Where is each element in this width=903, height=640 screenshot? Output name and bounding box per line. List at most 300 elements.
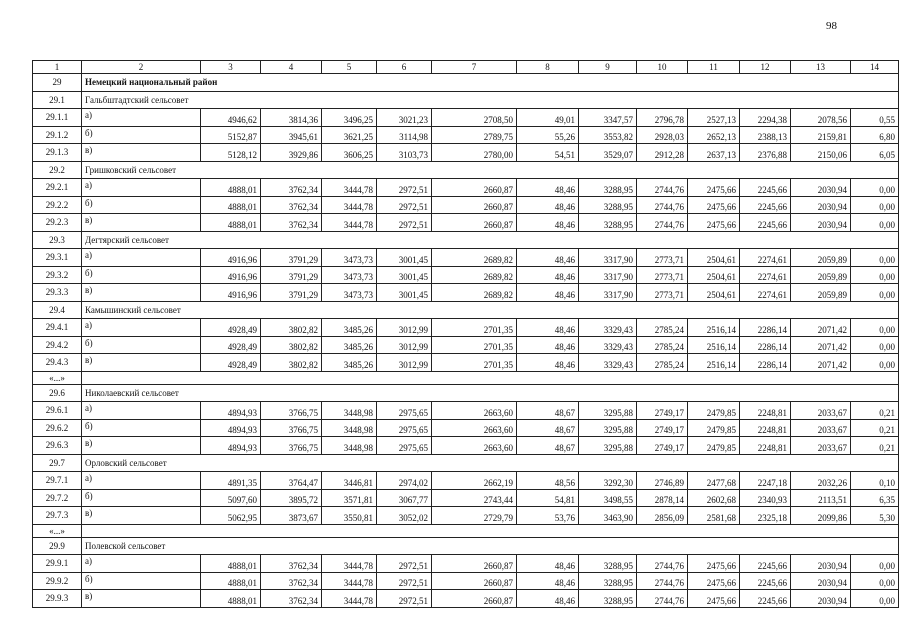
value-cell: 2972,51 bbox=[377, 196, 432, 214]
value-cell: 4916,96 bbox=[201, 266, 261, 284]
group-name: Гришковский сельсовет bbox=[82, 161, 899, 179]
group-name: Николаевский сельсовет bbox=[82, 384, 899, 402]
row-code: 29.2.1 bbox=[33, 179, 82, 197]
value-cell: 3012,99 bbox=[377, 319, 432, 337]
value-cell: 2071,42 bbox=[791, 354, 851, 372]
value-cell: 2689,82 bbox=[432, 249, 517, 267]
value-cell: 3621,25 bbox=[322, 126, 377, 144]
value-cell: 3766,75 bbox=[261, 402, 322, 420]
value-cell: 2479,85 bbox=[688, 437, 740, 455]
row-variant: б) bbox=[82, 489, 201, 507]
table-row bbox=[33, 266, 899, 284]
value-cell: 2773,71 bbox=[637, 249, 688, 267]
value-cell: 2245,66 bbox=[740, 555, 791, 573]
value-cell: 2912,28 bbox=[637, 144, 688, 162]
row-code: 29.2.3 bbox=[33, 214, 82, 232]
value-cell: 2059,89 bbox=[791, 266, 851, 284]
value-cell: 0,55 bbox=[851, 109, 899, 127]
group-row bbox=[33, 301, 899, 319]
row-code: 29.2.2 bbox=[33, 196, 82, 214]
value-cell: 2245,66 bbox=[740, 572, 791, 590]
value-cell: 3550,81 bbox=[322, 507, 377, 525]
value-cell: 2663,60 bbox=[432, 419, 517, 437]
value-cell: 2475,66 bbox=[688, 196, 740, 214]
value-cell: 48,46 bbox=[517, 354, 579, 372]
value-cell: 3473,73 bbox=[322, 266, 377, 284]
value-cell: 2744,76 bbox=[637, 590, 688, 608]
table-row bbox=[33, 555, 899, 573]
value-cell: 2660,87 bbox=[432, 214, 517, 232]
row-code: 29.1.1 bbox=[33, 109, 82, 127]
table-row bbox=[33, 354, 899, 372]
value-cell: 2856,09 bbox=[637, 507, 688, 525]
value-cell: 2581,68 bbox=[688, 507, 740, 525]
value-cell: 2660,87 bbox=[432, 572, 517, 590]
table-row bbox=[33, 126, 899, 144]
column-number: 14 bbox=[851, 61, 899, 74]
value-cell: 3802,82 bbox=[261, 336, 322, 354]
value-cell: 2477,68 bbox=[688, 472, 740, 490]
value-cell: 2749,17 bbox=[637, 402, 688, 420]
value-cell: 2729,79 bbox=[432, 507, 517, 525]
value-cell: 2744,76 bbox=[637, 196, 688, 214]
value-cell: 2516,14 bbox=[688, 354, 740, 372]
value-cell: 3444,78 bbox=[322, 214, 377, 232]
row-code: 29.6 bbox=[33, 384, 82, 402]
value-cell: 0,21 bbox=[851, 402, 899, 420]
value-cell: 3498,55 bbox=[579, 489, 637, 507]
value-cell: 0,00 bbox=[851, 572, 899, 590]
table-row bbox=[33, 402, 899, 420]
column-number-row bbox=[33, 61, 899, 74]
value-cell: 2743,44 bbox=[432, 489, 517, 507]
value-cell: 2928,03 bbox=[637, 126, 688, 144]
value-cell: 3052,02 bbox=[377, 507, 432, 525]
value-cell: 3288,95 bbox=[579, 196, 637, 214]
value-cell: 2660,87 bbox=[432, 590, 517, 608]
value-cell: 48,46 bbox=[517, 572, 579, 590]
value-cell: 2159,81 bbox=[791, 126, 851, 144]
value-cell: 2780,00 bbox=[432, 144, 517, 162]
column-number: 2 bbox=[82, 61, 201, 74]
empty-cell bbox=[82, 524, 899, 537]
column-number: 6 bbox=[377, 61, 432, 74]
value-cell: 2785,24 bbox=[637, 336, 688, 354]
value-cell: 0,00 bbox=[851, 284, 899, 302]
row-variant: а) bbox=[82, 319, 201, 337]
row-code: 29.7.3 bbox=[33, 507, 82, 525]
value-cell: 2972,51 bbox=[377, 572, 432, 590]
column-number: 12 bbox=[740, 61, 791, 74]
row-variant: а) bbox=[82, 179, 201, 197]
value-cell: 3529,07 bbox=[579, 144, 637, 162]
value-cell: 3473,73 bbox=[322, 249, 377, 267]
value-cell: 4894,93 bbox=[201, 419, 261, 437]
value-cell: 0,00 bbox=[851, 319, 899, 337]
row-code: 29.6.1 bbox=[33, 402, 82, 420]
value-cell: 3766,75 bbox=[261, 419, 322, 437]
row-variant: в) bbox=[82, 144, 201, 162]
row-code: 29.3 bbox=[33, 231, 82, 249]
value-cell: 3496,25 bbox=[322, 109, 377, 127]
row-code: 29.9 bbox=[33, 537, 82, 555]
row-code: 29.7.1 bbox=[33, 472, 82, 490]
value-cell: 2479,85 bbox=[688, 402, 740, 420]
value-cell: 2972,51 bbox=[377, 590, 432, 608]
value-cell: 48,46 bbox=[517, 249, 579, 267]
value-cell: 3791,29 bbox=[261, 284, 322, 302]
value-cell: 2032,26 bbox=[791, 472, 851, 490]
value-cell: 2030,94 bbox=[791, 179, 851, 197]
group-row bbox=[33, 74, 899, 92]
value-cell: 3762,34 bbox=[261, 179, 322, 197]
value-cell: 2033,67 bbox=[791, 402, 851, 420]
row-variant: б) bbox=[82, 336, 201, 354]
value-cell: 3329,43 bbox=[579, 336, 637, 354]
value-cell: 3295,88 bbox=[579, 437, 637, 455]
value-cell: 4888,01 bbox=[201, 555, 261, 573]
table-row bbox=[33, 336, 899, 354]
value-cell: 2660,87 bbox=[432, 196, 517, 214]
value-cell: 4888,01 bbox=[201, 214, 261, 232]
value-cell: 2030,94 bbox=[791, 555, 851, 573]
value-cell: 53,76 bbox=[517, 507, 579, 525]
value-cell: 4888,01 bbox=[201, 196, 261, 214]
value-cell: 3103,73 bbox=[377, 144, 432, 162]
row-variant: б) bbox=[82, 572, 201, 590]
value-cell: 3288,95 bbox=[579, 214, 637, 232]
group-name: Немецкий национальный район bbox=[82, 74, 899, 92]
column-number: 8 bbox=[517, 61, 579, 74]
value-cell: 2974,02 bbox=[377, 472, 432, 490]
value-cell: 3606,25 bbox=[322, 144, 377, 162]
group-row bbox=[33, 537, 899, 555]
value-cell: 3791,29 bbox=[261, 249, 322, 267]
value-cell: 3012,99 bbox=[377, 336, 432, 354]
value-cell: 2248,81 bbox=[740, 402, 791, 420]
value-cell: 3001,45 bbox=[377, 249, 432, 267]
value-cell: 2274,61 bbox=[740, 249, 791, 267]
row-variant: а) bbox=[82, 472, 201, 490]
value-cell: 2972,51 bbox=[377, 179, 432, 197]
row-code: 29 bbox=[33, 74, 82, 92]
row-variant: в) bbox=[82, 354, 201, 372]
row-variant: б) bbox=[82, 419, 201, 437]
value-cell: 2878,14 bbox=[637, 489, 688, 507]
row-code: 29.4 bbox=[33, 301, 82, 319]
group-row bbox=[33, 161, 899, 179]
value-cell: 2475,66 bbox=[688, 179, 740, 197]
column-number: 13 bbox=[791, 61, 851, 74]
value-cell: 48,46 bbox=[517, 284, 579, 302]
value-cell: 3329,43 bbox=[579, 319, 637, 337]
value-cell: 2388,13 bbox=[740, 126, 791, 144]
value-cell: 4916,96 bbox=[201, 284, 261, 302]
value-cell: 48,67 bbox=[517, 437, 579, 455]
value-cell: 4916,96 bbox=[201, 249, 261, 267]
row-variant: в) bbox=[82, 507, 201, 525]
table-row bbox=[33, 507, 899, 525]
value-cell: 3288,95 bbox=[579, 179, 637, 197]
value-cell: 2975,65 bbox=[377, 437, 432, 455]
row-variant: а) bbox=[82, 249, 201, 267]
omission-row bbox=[33, 371, 899, 384]
table-row bbox=[33, 214, 899, 232]
value-cell: 2376,88 bbox=[740, 144, 791, 162]
value-cell: 54,81 bbox=[517, 489, 579, 507]
table-row bbox=[33, 319, 899, 337]
table-row bbox=[33, 109, 899, 127]
value-cell: 3764,47 bbox=[261, 472, 322, 490]
value-cell: 2785,24 bbox=[637, 354, 688, 372]
empty-cell bbox=[82, 371, 899, 384]
value-cell: 6,05 bbox=[851, 144, 899, 162]
table-body bbox=[33, 74, 899, 608]
value-cell: 0,00 bbox=[851, 555, 899, 573]
value-cell: 2274,61 bbox=[740, 266, 791, 284]
value-cell: 3288,95 bbox=[579, 555, 637, 573]
value-cell: 3001,45 bbox=[377, 284, 432, 302]
group-name: Полевской сельсовет bbox=[82, 537, 899, 555]
value-cell: 2059,89 bbox=[791, 249, 851, 267]
row-code: 29.1.2 bbox=[33, 126, 82, 144]
value-cell: 3473,73 bbox=[322, 284, 377, 302]
value-cell: 0,00 bbox=[851, 266, 899, 284]
group-name: Гальбштадтский сельсовет bbox=[82, 91, 899, 109]
value-cell: 2516,14 bbox=[688, 336, 740, 354]
value-cell: 0,00 bbox=[851, 249, 899, 267]
value-cell: 0,00 bbox=[851, 196, 899, 214]
value-cell: 48,46 bbox=[517, 214, 579, 232]
row-code: 29.7 bbox=[33, 454, 82, 472]
value-cell: 2286,14 bbox=[740, 354, 791, 372]
row-variant: а) bbox=[82, 555, 201, 573]
value-cell: 6,80 bbox=[851, 126, 899, 144]
value-cell: 54,51 bbox=[517, 144, 579, 162]
value-cell: 2150,06 bbox=[791, 144, 851, 162]
value-cell: 0,00 bbox=[851, 590, 899, 608]
value-cell: 2689,82 bbox=[432, 284, 517, 302]
value-cell: 4888,01 bbox=[201, 179, 261, 197]
value-cell: 55,26 bbox=[517, 126, 579, 144]
value-cell: 3791,29 bbox=[261, 266, 322, 284]
group-name: Камышинский сельсовет bbox=[82, 301, 899, 319]
value-cell: 3292,30 bbox=[579, 472, 637, 490]
value-cell: 3571,81 bbox=[322, 489, 377, 507]
value-cell: 3317,90 bbox=[579, 266, 637, 284]
value-cell: 3021,23 bbox=[377, 109, 432, 127]
value-cell: 5062,95 bbox=[201, 507, 261, 525]
value-cell: 3295,88 bbox=[579, 402, 637, 420]
value-cell: 4888,01 bbox=[201, 572, 261, 590]
value-cell: 2773,71 bbox=[637, 284, 688, 302]
row-variant: б) bbox=[82, 266, 201, 284]
row-code: 29.6.3 bbox=[33, 437, 82, 455]
table-row bbox=[33, 179, 899, 197]
value-cell: 3448,98 bbox=[322, 419, 377, 437]
value-cell: 2475,66 bbox=[688, 590, 740, 608]
value-cell: 48,56 bbox=[517, 472, 579, 490]
value-cell: 2689,82 bbox=[432, 266, 517, 284]
group-name: Орловский сельсовет bbox=[82, 454, 899, 472]
value-cell: 2602,68 bbox=[688, 489, 740, 507]
value-cell: 3012,99 bbox=[377, 354, 432, 372]
row-variant: б) bbox=[82, 196, 201, 214]
value-cell: 2663,60 bbox=[432, 402, 517, 420]
value-cell: 3444,78 bbox=[322, 572, 377, 590]
value-cell: 3288,95 bbox=[579, 590, 637, 608]
value-cell: 2504,61 bbox=[688, 249, 740, 267]
row-variant: в) bbox=[82, 437, 201, 455]
value-cell: 2504,61 bbox=[688, 284, 740, 302]
value-cell: 2972,51 bbox=[377, 555, 432, 573]
value-cell: 0,00 bbox=[851, 214, 899, 232]
value-cell: 0,21 bbox=[851, 419, 899, 437]
group-row bbox=[33, 91, 899, 109]
value-cell: 2662,19 bbox=[432, 472, 517, 490]
column-number: 5 bbox=[322, 61, 377, 74]
group-row bbox=[33, 231, 899, 249]
value-cell: 3288,95 bbox=[579, 572, 637, 590]
value-cell: 2030,94 bbox=[791, 196, 851, 214]
value-cell: 2744,76 bbox=[637, 179, 688, 197]
value-cell: 48,46 bbox=[517, 196, 579, 214]
value-cell: 3945,61 bbox=[261, 126, 322, 144]
value-cell: 3317,90 bbox=[579, 249, 637, 267]
value-cell: 48,46 bbox=[517, 179, 579, 197]
value-cell: 2773,71 bbox=[637, 266, 688, 284]
row-variant: а) bbox=[82, 109, 201, 127]
value-cell: 2749,17 bbox=[637, 419, 688, 437]
table-row bbox=[33, 144, 899, 162]
column-number: 9 bbox=[579, 61, 637, 74]
value-cell: 3485,26 bbox=[322, 319, 377, 337]
row-code: 29.9.3 bbox=[33, 590, 82, 608]
value-cell: 2527,13 bbox=[688, 109, 740, 127]
value-cell: 3802,82 bbox=[261, 319, 322, 337]
value-cell: 2708,50 bbox=[432, 109, 517, 127]
value-cell: 48,46 bbox=[517, 266, 579, 284]
value-cell: 49,01 bbox=[517, 109, 579, 127]
row-code: 29.1.3 bbox=[33, 144, 82, 162]
value-cell: 3766,75 bbox=[261, 437, 322, 455]
value-cell: 2033,67 bbox=[791, 419, 851, 437]
value-cell: 48,46 bbox=[517, 336, 579, 354]
value-cell: 3448,98 bbox=[322, 402, 377, 420]
value-cell: 2479,85 bbox=[688, 419, 740, 437]
value-cell: 2972,51 bbox=[377, 214, 432, 232]
value-cell: 2746,89 bbox=[637, 472, 688, 490]
value-cell: 3762,34 bbox=[261, 214, 322, 232]
value-cell: 2975,65 bbox=[377, 402, 432, 420]
value-cell: 2701,35 bbox=[432, 354, 517, 372]
value-cell: 5152,87 bbox=[201, 126, 261, 144]
value-cell: 0,21 bbox=[851, 437, 899, 455]
value-cell: 3873,67 bbox=[261, 507, 322, 525]
value-cell: 2785,24 bbox=[637, 319, 688, 337]
row-code: 29.9.1 bbox=[33, 555, 82, 573]
row-variant: в) bbox=[82, 590, 201, 608]
value-cell: 2245,66 bbox=[740, 179, 791, 197]
table-row bbox=[33, 419, 899, 437]
value-cell: 4946,62 bbox=[201, 109, 261, 127]
value-cell: 3463,90 bbox=[579, 507, 637, 525]
value-cell: 3329,43 bbox=[579, 354, 637, 372]
omission-row bbox=[33, 524, 899, 537]
value-cell: 2113,51 bbox=[791, 489, 851, 507]
table-row bbox=[33, 472, 899, 490]
value-cell: 3762,34 bbox=[261, 196, 322, 214]
value-cell: 2475,66 bbox=[688, 572, 740, 590]
row-code: 29.4.2 bbox=[33, 336, 82, 354]
row-variant: б) bbox=[82, 126, 201, 144]
value-cell: 2701,35 bbox=[432, 336, 517, 354]
value-cell: 2516,14 bbox=[688, 319, 740, 337]
value-cell: 3446,81 bbox=[322, 472, 377, 490]
value-cell: 3444,78 bbox=[322, 196, 377, 214]
value-cell: 0,10 bbox=[851, 472, 899, 490]
value-cell: 4894,93 bbox=[201, 437, 261, 455]
value-cell: 4928,49 bbox=[201, 336, 261, 354]
value-cell: 3895,72 bbox=[261, 489, 322, 507]
value-cell: 2030,94 bbox=[791, 214, 851, 232]
value-cell: 2744,76 bbox=[637, 572, 688, 590]
value-cell: 2059,89 bbox=[791, 284, 851, 302]
table-row bbox=[33, 489, 899, 507]
value-cell: 2245,66 bbox=[740, 590, 791, 608]
value-cell: 2248,81 bbox=[740, 437, 791, 455]
value-cell: 2796,78 bbox=[637, 109, 688, 127]
value-cell: 3448,98 bbox=[322, 437, 377, 455]
omission-mark: «...» bbox=[33, 371, 82, 384]
value-cell: 2660,87 bbox=[432, 555, 517, 573]
value-cell: 3444,78 bbox=[322, 590, 377, 608]
row-code: 29.7.2 bbox=[33, 489, 82, 507]
row-code: 29.3.3 bbox=[33, 284, 82, 302]
value-cell: 2294,38 bbox=[740, 109, 791, 127]
table-row bbox=[33, 249, 899, 267]
value-cell: 2030,94 bbox=[791, 590, 851, 608]
row-variant: в) bbox=[82, 284, 201, 302]
value-cell: 2248,81 bbox=[740, 419, 791, 437]
value-cell: 2078,56 bbox=[791, 109, 851, 127]
value-cell: 5128,12 bbox=[201, 144, 261, 162]
column-number: 7 bbox=[432, 61, 517, 74]
value-cell: 3814,36 bbox=[261, 109, 322, 127]
value-cell: 2975,65 bbox=[377, 419, 432, 437]
value-cell: 2286,14 bbox=[740, 336, 791, 354]
value-cell: 48,46 bbox=[517, 590, 579, 608]
value-cell: 2504,61 bbox=[688, 266, 740, 284]
value-cell: 2475,66 bbox=[688, 555, 740, 573]
row-code: 29.9.2 bbox=[33, 572, 82, 590]
value-cell: 4891,35 bbox=[201, 472, 261, 490]
table-row bbox=[33, 196, 899, 214]
value-cell: 5,30 bbox=[851, 507, 899, 525]
value-cell: 6,35 bbox=[851, 489, 899, 507]
value-cell: 2637,13 bbox=[688, 144, 740, 162]
value-cell: 4888,01 bbox=[201, 590, 261, 608]
value-cell: 2325,18 bbox=[740, 507, 791, 525]
row-code: 29.4.3 bbox=[33, 354, 82, 372]
row-variant: а) bbox=[82, 402, 201, 420]
value-cell: 3067,77 bbox=[377, 489, 432, 507]
value-cell: 5097,60 bbox=[201, 489, 261, 507]
value-cell: 3485,26 bbox=[322, 354, 377, 372]
omission-mark: «...» bbox=[33, 524, 82, 537]
value-cell: 4894,93 bbox=[201, 402, 261, 420]
row-code: 29.1 bbox=[33, 91, 82, 109]
